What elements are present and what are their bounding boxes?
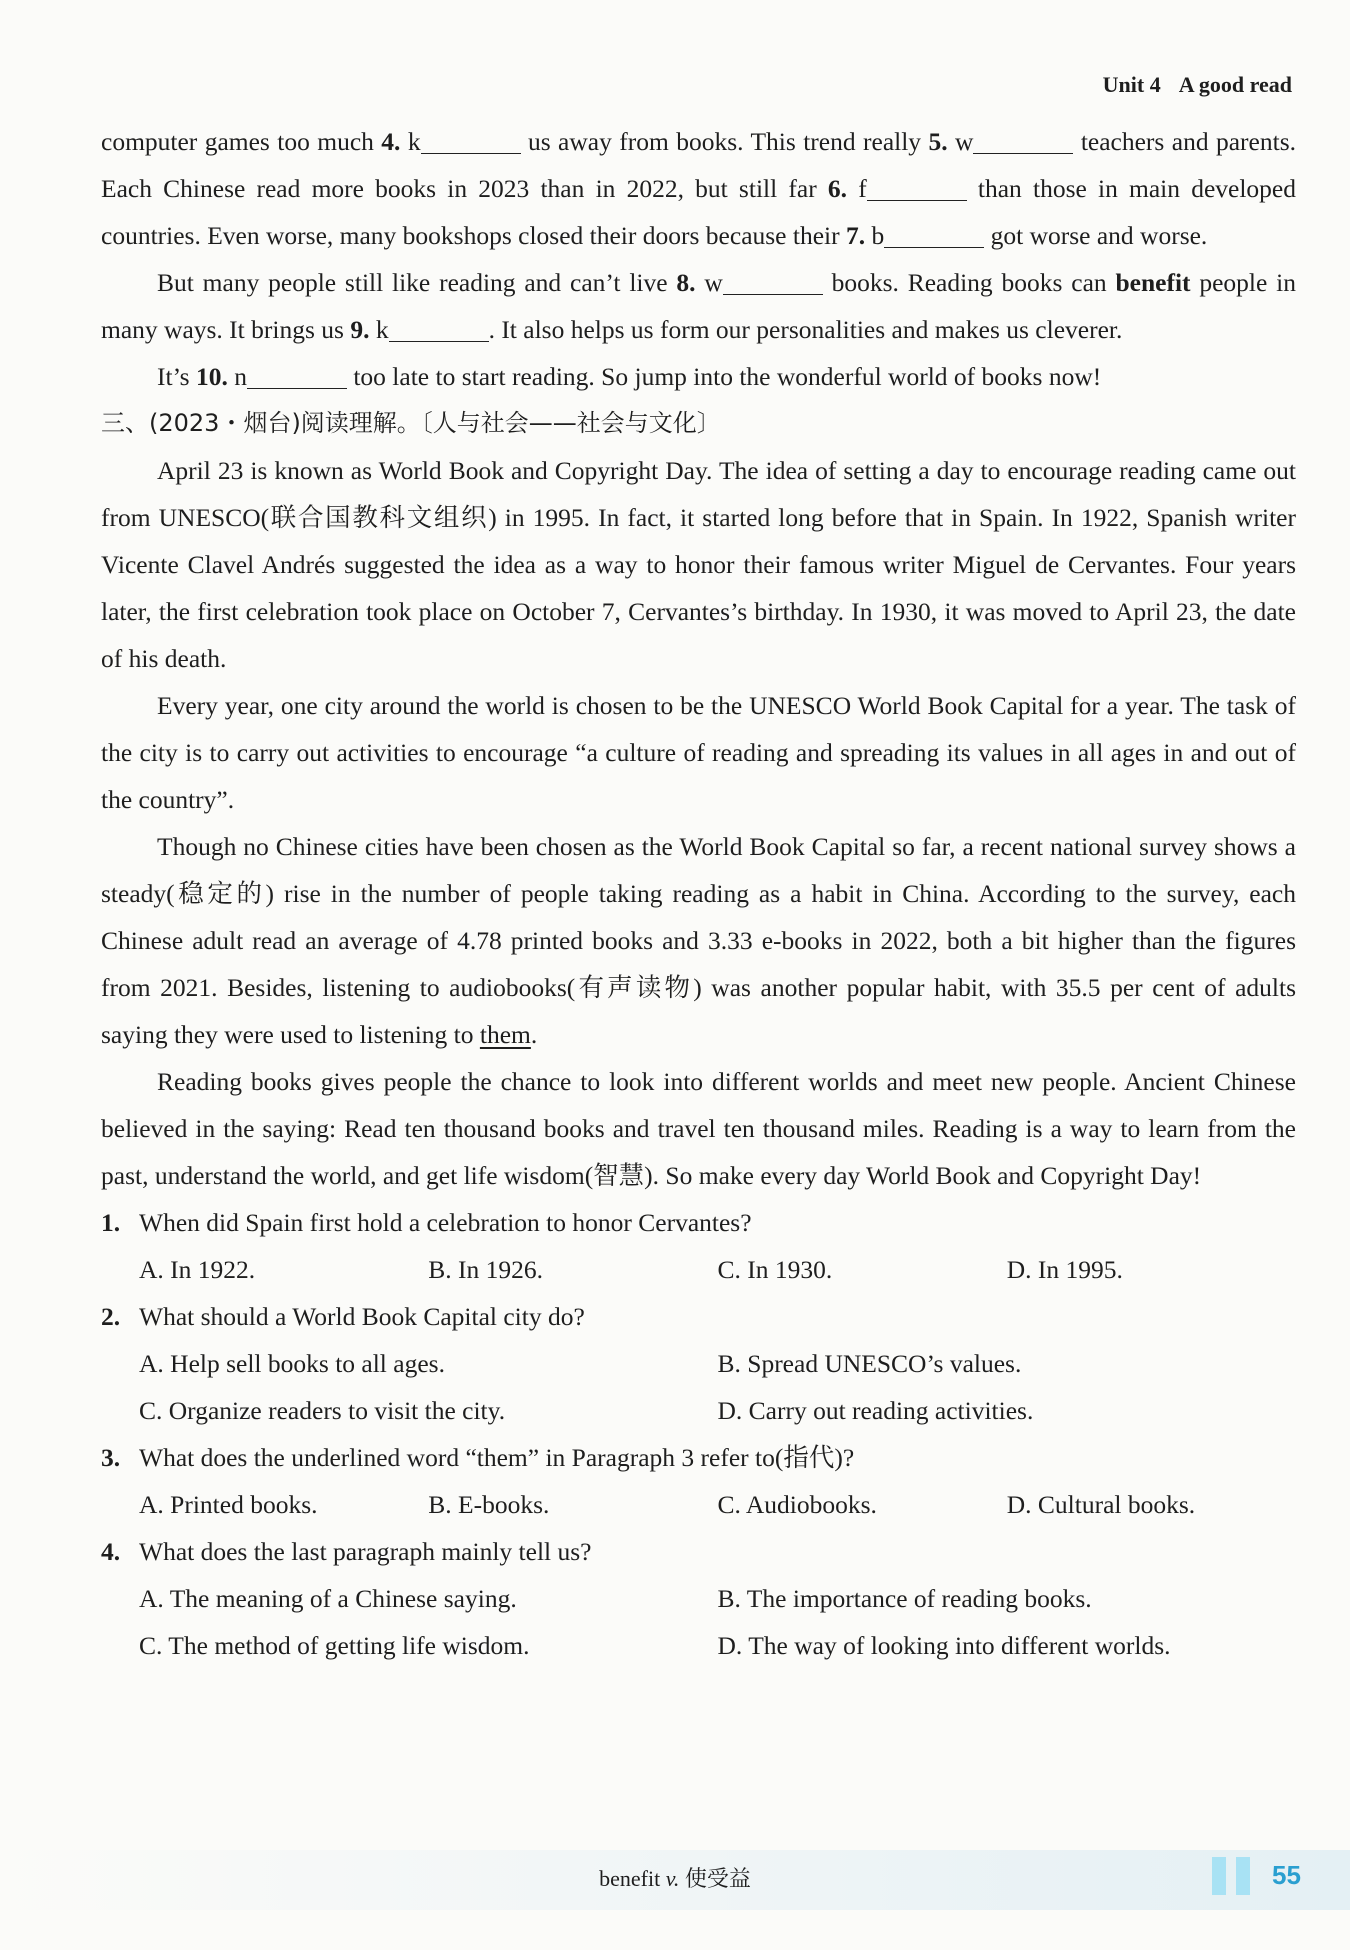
passage-paragraph: But many people still like reading and can’t live 8. w books. Reading books can benefit people in many ways. It brings us 9. k . It also helps us form our personalities and makes us cleverer. bbox=[101, 268, 1296, 344]
option-d[interactable]: D. In 1995. bbox=[1006, 1255, 1123, 1284]
question-text: What should a World Book Capital city do? bbox=[139, 1302, 585, 1331]
option-c[interactable]: C. The method of getting life wisdom. bbox=[139, 1631, 530, 1660]
option-c[interactable]: C. In 1930. bbox=[717, 1255, 833, 1284]
reading-paragraph: April 23 is known as World Book and Copyright Day. The idea of setting a day to encourage reading came out from UNESCO(联合国教科文组织) in 1995. In fact, it started long before that in Spain. In 1922, Spanish writer Vicente Clavel Andrés suggested the idea as a way to honor their famous writer Miguel de Cervantes. Four years later, the first celebration took place on October 7, Cervantes’s birthday. In 1930, it was moved to April 23, the date of his death. bbox=[101, 456, 1296, 673]
blank-number: 7. bbox=[845, 221, 866, 250]
question-number: 2. bbox=[101, 1302, 121, 1331]
blank-number: 8. bbox=[676, 268, 696, 297]
option-a[interactable]: A. In 1922. bbox=[139, 1255, 256, 1284]
footer-vocab-note bbox=[0, 1862, 1350, 1893]
blank-number: 9. bbox=[350, 315, 370, 344]
option-d[interactable]: D. Carry out reading activities. bbox=[717, 1396, 1034, 1425]
option-b[interactable]: B. The importance of reading books. bbox=[717, 1584, 1092, 1613]
answer-blank[interactable] bbox=[867, 175, 967, 202]
blank-number: 6. bbox=[827, 174, 848, 203]
option-b[interactable]: B. E-books. bbox=[428, 1490, 550, 1519]
page-marker-bar bbox=[1212, 1857, 1226, 1895]
option-c[interactable]: C. Organize readers to visit the city. bbox=[139, 1396, 506, 1425]
passage-line: computer games too much 4. k us away from books. This trend really 5. w teachers and parents. Each Chinese read more books in 2023 than in 2022, but still far 6. f than those in main developed countries. Even worse, many bookshops closed their doors because their 7. b got worse and worse. bbox=[101, 127, 1296, 250]
underlined-word: them bbox=[479, 1020, 531, 1049]
option-d[interactable]: D. The way of looking into different worlds. bbox=[717, 1631, 1171, 1660]
question-text: What does the last paragraph mainly tell us? bbox=[139, 1537, 592, 1566]
option-b[interactable]: B. Spread UNESCO’s values. bbox=[717, 1349, 1022, 1378]
footer-pos: v. bbox=[665, 1866, 680, 1891]
option-a[interactable]: A. The meaning of a Chinese saying. bbox=[139, 1584, 517, 1613]
reading-paragraph: Though no Chinese cities have been chosen as the World Book Capital so far, a recent national survey shows a steady(稳定的) rise in the number of people taking reading as a habit in China. According to the survey, each Chinese adult read an average of 4.78 printed books and 3.33 e-books in 2022, both a bit higher than the figures from 2021. Besides, listening to audiobooks(有声读物) was another popular habit, with 35.5 per cent of adults saying they were used to listening to them. bbox=[101, 832, 1296, 1049]
question-number: 1. bbox=[101, 1208, 121, 1237]
page-marker-bar bbox=[1236, 1857, 1250, 1895]
reading-paragraph: Every year, one city around the world is chosen to be the UNESCO World Book Capital for a year. The task of the city is to carry out activities to encourage “a culture of reading and spreading its values in all ages in and out of the country”. bbox=[101, 691, 1296, 814]
answer-blank[interactable] bbox=[421, 128, 521, 155]
option-d[interactable]: D. Cultural books. bbox=[1006, 1490, 1196, 1519]
question-number: 4. bbox=[101, 1537, 121, 1566]
answer-blank[interactable] bbox=[389, 316, 489, 343]
unit-title: A good read bbox=[1178, 72, 1292, 97]
question-4 bbox=[101, 1528, 1296, 1669]
unit-label: Unit 4 bbox=[1102, 72, 1161, 97]
reading-paragraph: Reading books gives people the chance to look into different worlds and meet new people. Ancient Chinese believed in the saying: Read ten thousand books and travel ten thousand miles. Reading is a way to learn from the past, understand the world, and get life wisdom(智慧). So make every day World Book and Copyright Day! bbox=[101, 1067, 1296, 1190]
blank-number: 5. bbox=[928, 127, 948, 156]
footer-meaning: 使受益 bbox=[684, 1866, 751, 1891]
question-text: When did Spain first hold a celebration to honor Cervantes? bbox=[139, 1208, 752, 1237]
option-a[interactable]: A. Printed books. bbox=[139, 1490, 318, 1519]
question-1 bbox=[101, 1199, 1296, 1293]
section-title: 三、(2023・烟台)阅读理解。〔人与社会——社会与文化〕 bbox=[101, 409, 721, 437]
passage-paragraph: It’s 10. n too late to start reading. So jump into the wonderful world of books now! bbox=[157, 362, 1102, 391]
blank-number: 10. bbox=[195, 362, 228, 391]
option-a[interactable]: A. Help sell books to all ages. bbox=[139, 1349, 445, 1378]
option-c[interactable]: C. Audiobooks. bbox=[717, 1490, 877, 1519]
footer-word: benefit bbox=[599, 1866, 661, 1891]
keyword-benefit: benefit bbox=[1115, 268, 1191, 297]
answer-blank[interactable] bbox=[973, 128, 1073, 155]
question-number: 3. bbox=[101, 1443, 121, 1472]
question-text: What does the underlined word “them” in Paragraph 3 refer to(指代)? bbox=[139, 1443, 855, 1472]
question-2 bbox=[101, 1293, 1296, 1434]
content bbox=[101, 118, 1296, 1669]
page-number: 55 bbox=[1272, 1860, 1301, 1890]
answer-blank[interactable] bbox=[247, 363, 347, 390]
blank-number: 4. bbox=[381, 127, 401, 156]
question-3 bbox=[101, 1434, 1296, 1528]
answer-blank[interactable] bbox=[884, 222, 984, 249]
option-b[interactable]: B. In 1926. bbox=[428, 1255, 543, 1284]
running-header bbox=[1103, 72, 1292, 98]
answer-blank[interactable] bbox=[723, 269, 823, 296]
